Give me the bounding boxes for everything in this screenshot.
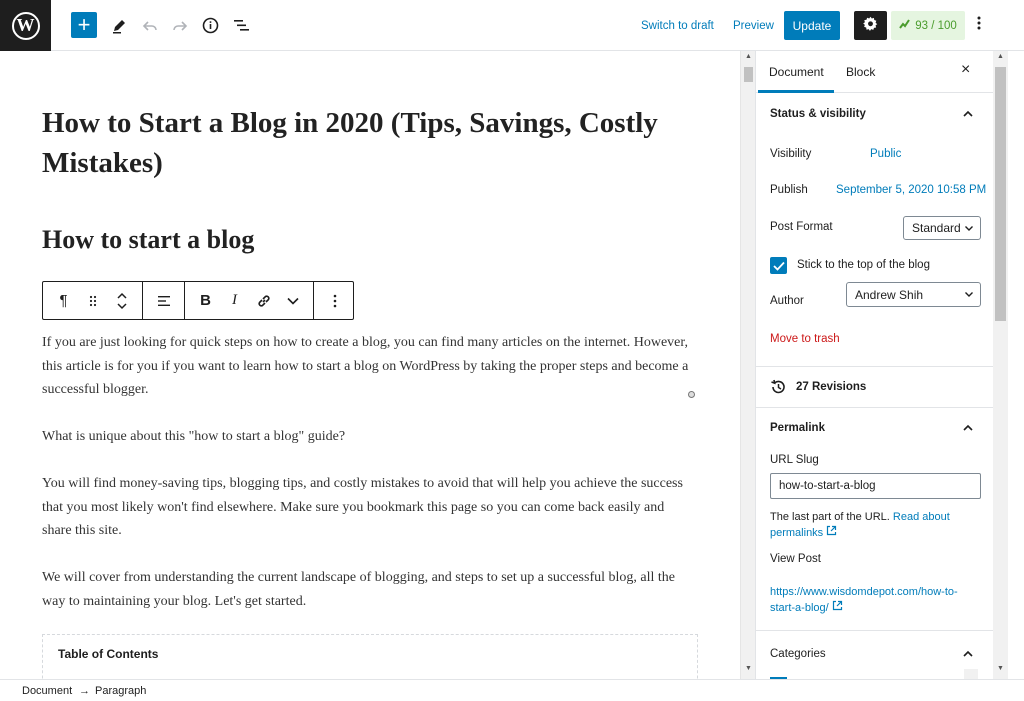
chevron-down-icon — [964, 223, 974, 233]
block-indicator-dot — [688, 391, 695, 398]
publish-date-toggle[interactable]: September 5, 2020 10:58 PM — [836, 184, 987, 196]
editor-canvas — [0, 51, 740, 679]
sticky-checkbox[interactable] — [770, 257, 787, 274]
post-format-label: Post Format — [770, 221, 833, 233]
editor-scrollbar[interactable] — [740, 51, 755, 679]
permalink-panel — [756, 408, 993, 631]
heading-block[interactable]: How to start a blog — [42, 225, 255, 254]
link-icon[interactable] — [249, 282, 278, 319]
history-icon — [770, 379, 786, 395]
chevron-down-icon — [964, 289, 974, 299]
bold-button[interactable]: B — [200, 292, 211, 309]
visibility-toggle[interactable]: Public — [870, 148, 902, 160]
post-url-line-2[interactable]: start-a-blog/ — [770, 602, 829, 614]
seo-score-value: 93 / 100 — [915, 19, 957, 32]
list-view-icon[interactable] — [228, 12, 254, 39]
revisions-link[interactable]: 27 Revisions — [796, 381, 867, 393]
status-visibility-panel — [756, 93, 993, 367]
block-toolbar-group-format — [185, 282, 314, 319]
seo-score-button[interactable] — [891, 11, 965, 40]
paragraph-block[interactable]: What is unique about this "how to start a blog" guide? — [42, 429, 346, 444]
sidebar-tabs — [756, 51, 993, 93]
tab-block[interactable]: Block — [846, 65, 876, 79]
read-about-link[interactable]: Read about — [892, 511, 950, 523]
view-post-link[interactable] — [770, 584, 980, 616]
paragraph-block[interactable]: You will find money-saving tips, blogging tips, and costly mistakes to avoid that will help you achieve the success that you most likely won't find elsewhere. Make sure you bookmark this page so you can come back easily and share this site. — [42, 476, 683, 538]
post-url-line-1[interactable]: https://www.wisdomdepot.com/how-to- — [770, 586, 958, 598]
update-button[interactable]: Update — [784, 11, 840, 40]
more-vertical-icon — [977, 16, 981, 35]
more-options-button[interactable] — [970, 12, 988, 39]
gear-icon — [863, 16, 878, 36]
scroll-up-arrow-icon[interactable]: ▲ — [745, 53, 752, 60]
post-format-value: Standard — [912, 221, 961, 235]
visibility-label: Visibility — [770, 148, 812, 160]
switch-to-draft-button[interactable]: Switch to draft — [641, 19, 714, 32]
panel-title[interactable]: Status & visibility — [770, 108, 866, 120]
drag-handle-icon[interactable] — [78, 282, 107, 319]
block-breadcrumb — [0, 679, 1024, 701]
tab-document[interactable]: Document — [769, 65, 824, 79]
paragraph-block[interactable]: We will cover from understanding the current landscape of blogging, and steps to set up a successful blog, all the way to maintaining your blog. Let's get started. — [42, 570, 675, 609]
block-toolbar-group-more — [314, 282, 355, 319]
panel-title[interactable]: Categories — [770, 648, 826, 660]
add-block-button[interactable]: + — [71, 12, 97, 38]
scroll-up-arrow-icon[interactable]: ▲ — [997, 53, 1004, 60]
author-label: Author — [770, 295, 804, 307]
settings-button[interactable] — [854, 11, 887, 40]
checkmark-icon — [773, 261, 785, 271]
table-of-contents-block[interactable] — [42, 634, 698, 679]
chevron-up-icon[interactable] — [962, 648, 974, 660]
external-link-icon — [826, 525, 837, 536]
move-to-trash-button[interactable]: Move to trash — [770, 333, 840, 345]
wordpress-icon: W — [12, 12, 40, 40]
redo-icon[interactable] — [167, 12, 193, 39]
block-toolbar-group-align — [143, 282, 185, 319]
chevron-down-icon[interactable] — [278, 282, 307, 319]
permalinks-link[interactable]: permalinks — [770, 527, 824, 539]
preview-button[interactable]: Preview — [733, 19, 774, 32]
external-link-icon — [832, 600, 843, 611]
sidebar-scrollbar[interactable] — [993, 51, 1008, 679]
sidebar-scrollbar-thumb[interactable] — [995, 67, 1006, 321]
view-post-label: View Post — [770, 553, 821, 565]
wordpress-logo-button[interactable] — [0, 0, 51, 51]
editor-scrollbar-thumb[interactable] — [744, 67, 753, 82]
sticky-label[interactable]: Stick to the top of the blog — [797, 259, 930, 271]
editor-top-toolbar — [0, 0, 1024, 51]
chevron-up-icon[interactable] — [962, 108, 974, 120]
toc-title: Table of Contents — [58, 647, 159, 661]
block-toolbar — [42, 281, 354, 320]
scroll-down-arrow-icon[interactable]: ▼ — [745, 665, 752, 672]
align-left-icon[interactable] — [149, 282, 178, 319]
permalink-help-text: The last part of the URL. — [770, 511, 890, 523]
url-slug-label: URL Slug — [770, 454, 819, 466]
info-icon[interactable] — [197, 12, 223, 39]
italic-button[interactable]: I — [232, 292, 237, 308]
close-icon[interactable]: × — [961, 61, 971, 78]
panel-title[interactable]: Permalink — [770, 422, 825, 434]
revisions-panel[interactable] — [756, 367, 993, 408]
chevron-up-icon[interactable] — [962, 422, 974, 434]
post-title[interactable]: How to Start a Blog in 2020 (Tips, Savings, Costly Mistakes) — [42, 107, 658, 179]
categories-scrollbar[interactable] — [964, 669, 978, 679]
author-value: Andrew Shih — [855, 287, 924, 302]
edit-icon[interactable] — [106, 12, 132, 39]
url-slug-input[interactable]: how-to-start-a-blog — [770, 473, 981, 499]
post-format-select[interactable] — [903, 216, 981, 240]
breadcrumb-paragraph[interactable]: Paragraph — [95, 685, 147, 697]
move-up-down-icon[interactable] — [107, 282, 136, 319]
categories-panel — [756, 631, 993, 679]
breadcrumb-document[interactable]: Document — [22, 685, 73, 697]
seo-score-icon — [899, 18, 911, 33]
publish-label: Publish — [770, 184, 808, 196]
author-select[interactable] — [846, 282, 981, 307]
paragraph-icon[interactable]: ¶ — [59, 292, 68, 309]
block-toolbar-group-transform — [43, 282, 143, 319]
permalink-help — [770, 509, 980, 541]
paragraph-block[interactable]: If you are just looking for quick steps on how to create a blog, you can find many articles on the internet. However, this article is for you if you want to learn how to start a blog on WordPress by taking the proper steps and become a successful blogger. — [42, 335, 689, 397]
undo-icon[interactable] — [137, 12, 163, 39]
settings-sidebar — [755, 51, 993, 679]
breadcrumb-separator: → — [79, 685, 90, 697]
more-vertical-icon[interactable] — [320, 282, 349, 319]
scroll-down-arrow-icon[interactable]: ▼ — [997, 665, 1004, 672]
